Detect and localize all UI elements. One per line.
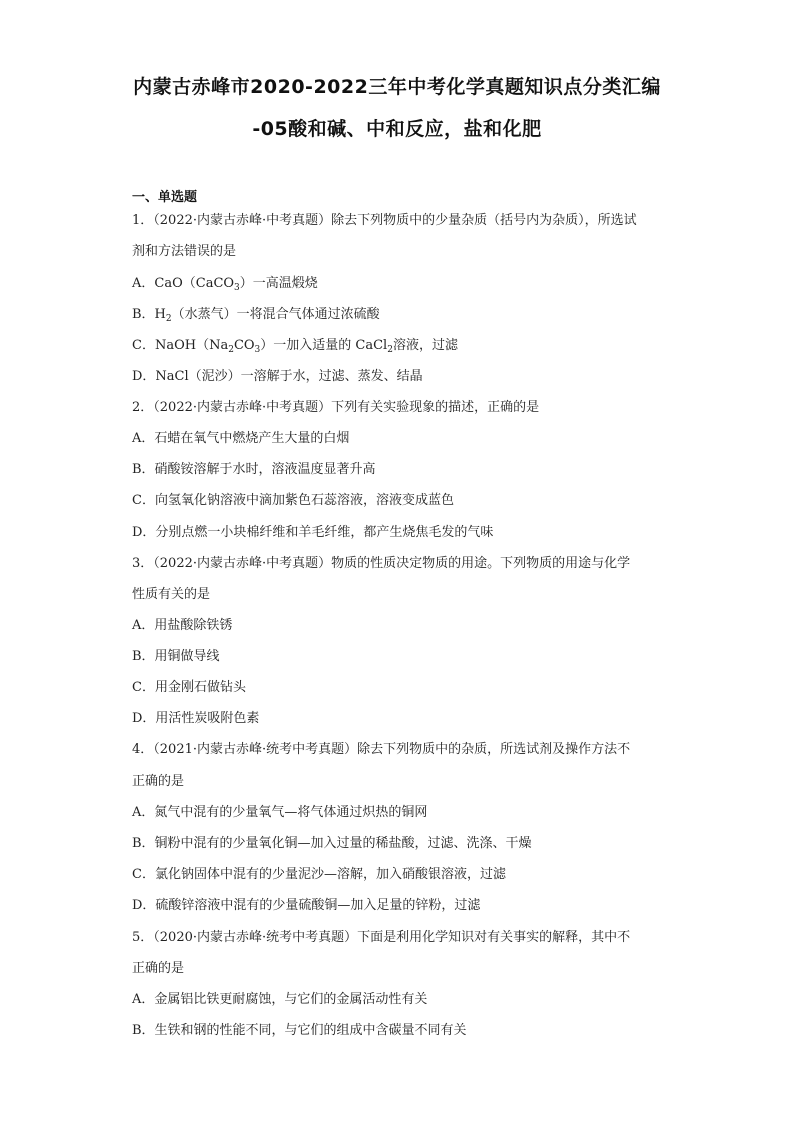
q2-option-d: D．分别点燃一小块棉纤维和羊毛纤维，都产生烧焦毛发的气味 [132,525,494,540]
q3-option-a: A．用盐酸除铁锈 [132,618,233,633]
q3-stem-line-1: 3．（2022·内蒙古赤峰·中考真题）物质的性质决定物质的用途。下列物质的用途与化学 [132,556,631,571]
q5-stem-line-2: 正确的是 [132,961,185,976]
q5-option-b: B．生铁和钢的性能不同，与它们的组成中含碳量不同有关 [132,1023,467,1038]
q1-option-b: B．$H_2$（水蒸气）一将混合气体通过浓硫酸 [132,307,380,324]
q4-option-a: A．氮气中混有的少量氧气—将气体通过炽热的铜网 [132,805,428,820]
q1-option-d: D．NaCl（泥沙）一溶解于水，过滤、蒸发、结晶 [132,369,423,384]
q4-option-b: B．铜粉中混有的少量氧化铜—加入过量的稀盐酸，过滤、洗涤、干燥 [132,836,532,851]
q3-option-c: C．用金刚石做钻头 [132,680,246,695]
q2-option-a: A．石蜡在氧气中燃烧产生大量的白烟 [132,431,350,446]
q1-stem-line-2: 剂和方法错误的是 [132,244,237,259]
document-title-line-1: 内蒙古赤峰市2020-2022三年中考化学真题知识点分类汇编 [133,76,661,98]
q3-option-b: B．用铜做导线 [132,649,220,664]
q3-option-d: D．用活性炭吸附色素 [132,711,260,726]
q2-option-c: C．向氢氧化钠溶液中滴加紫色石蕊溶液，溶液变成蓝色 [132,493,454,508]
q4-option-d: D．硫酸锌溶液中混有的少量硫酸铜—加入足量的锌粉，过滤 [132,898,481,913]
q2-stem-line-1: 2．（2022·内蒙古赤峰·中考真题）下列有关实验现象的描述，正确的是 [132,400,540,415]
section-heading: 一、单选题 [132,190,198,205]
q3-stem-line-2: 性质有关的是 [132,587,211,602]
q2-option-b: B．硝酸铵溶解于水时，溶液温度显著升高 [132,462,376,477]
document-title-line-2: -05酸和碱、中和反应，盐和化肥 [252,118,542,140]
q5-stem-line-1: 5．（2020·内蒙古赤峰·统考中考真题）下面是利用化学知识对有关事实的解释，其中不 [132,930,631,945]
q1-stem-line-1: 1．（2022·内蒙古赤峰·中考真题）除去下列物质中的少量杂质（括号内为杂质），所选试 [132,213,637,228]
q1-option-c: C．$NaOH(Na_2CO_3)$一加入适量的 CaCl$_2$溶液，过滤 [132,338,458,355]
q5-option-a: A．金属铝比铁更耐腐蚀，与它们的金属活动性有关 [132,992,428,1007]
q4-option-c: C．氯化钠固体中混有的少量泥沙—溶解，加入硝酸银溶液，过滤 [132,867,506,882]
q1-option-a: A．CaO（CaCO$_3$）一高温煅烧 [132,276,318,293]
q4-stem-line-2: 正确的是 [132,774,185,789]
q4-stem-line-1: 4．（2021·内蒙古赤峰·统考中考真题）除去下列物质中的杂质，所选试剂及操作方法不 [132,742,631,757]
